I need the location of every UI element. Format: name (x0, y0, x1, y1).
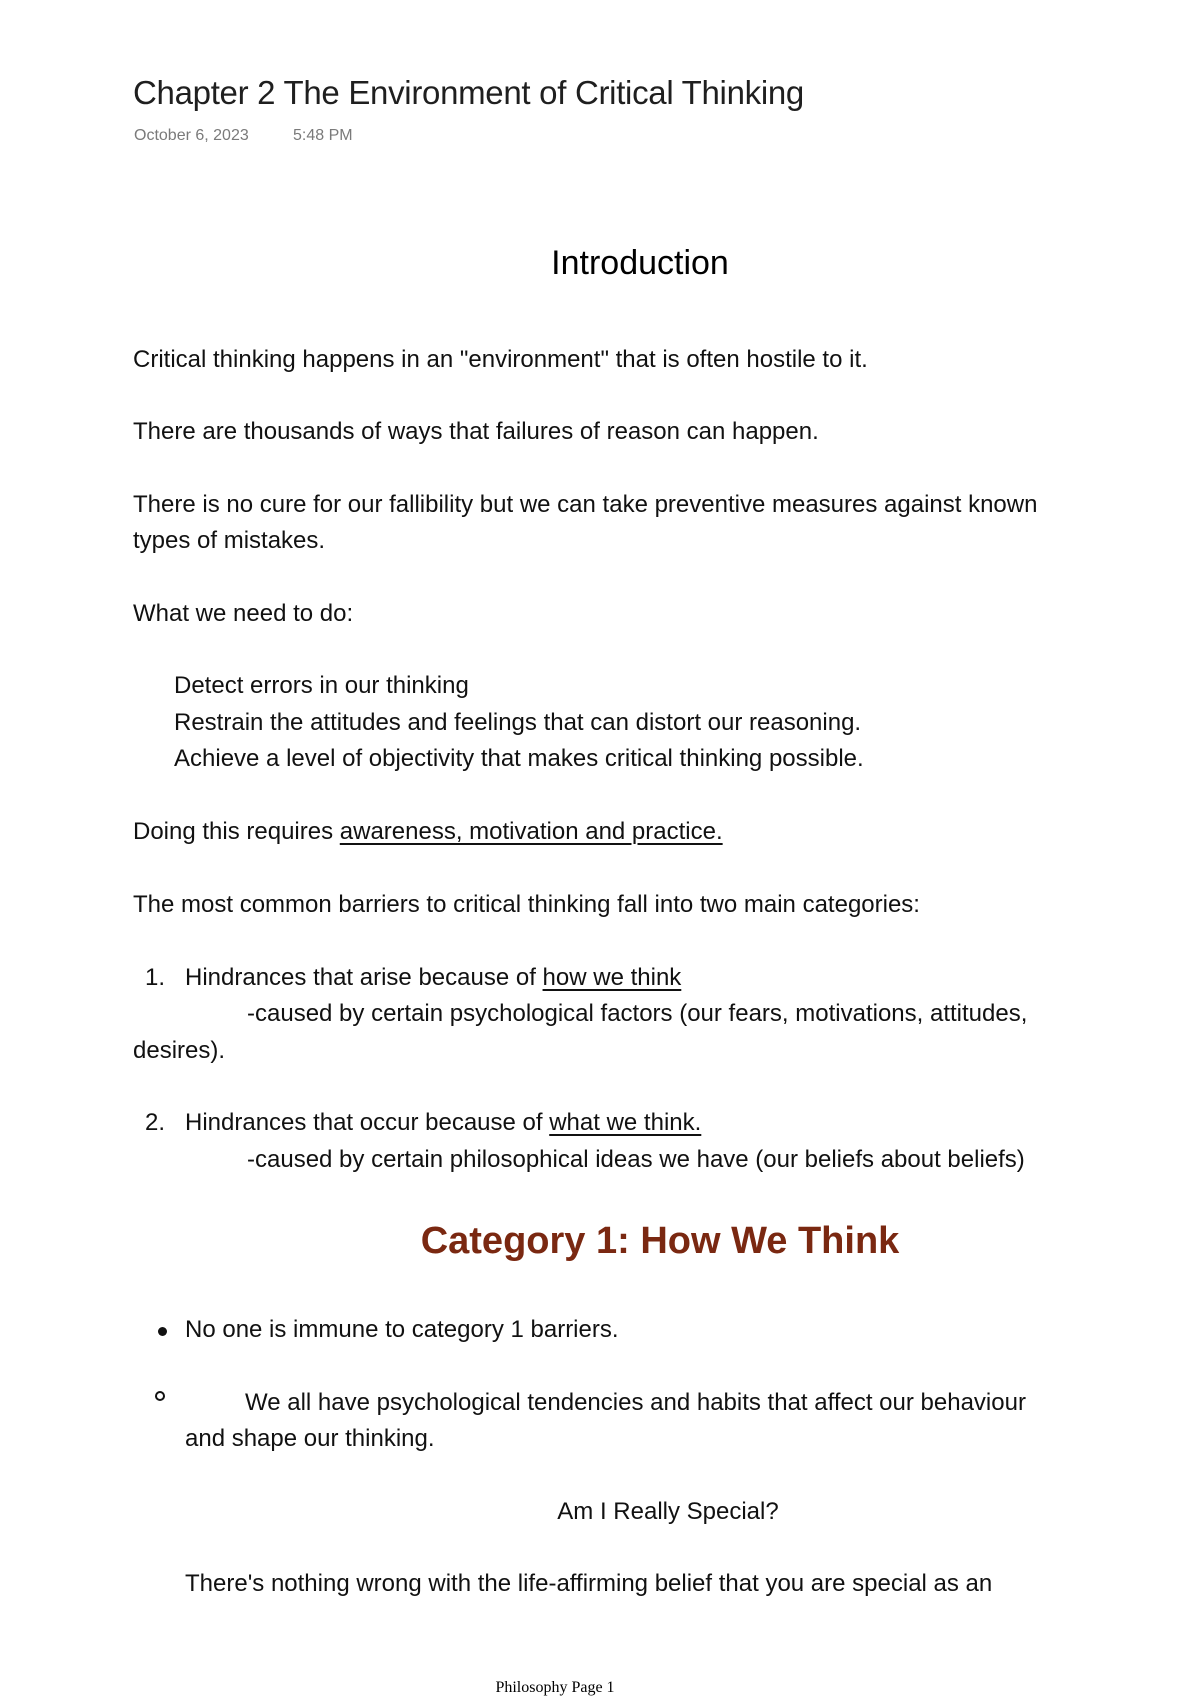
list-item-what-we-think (185, 1109, 701, 1137)
list-item-prefix: Hindrances that occur because of (185, 1109, 550, 1136)
list-number: 1. (145, 964, 166, 991)
intro-heading: Introduction (551, 244, 729, 282)
list-item-detail: -caused by certain philosophical ideas we have (our beliefs about beliefs) (247, 1146, 1025, 1173)
bullet-item: No one is immune to category 1 barriers. (185, 1316, 619, 1343)
list-number: 2. (145, 1109, 166, 1136)
requirements-prefix: Doing this requires (133, 818, 340, 845)
page-date: October 6, 2023 (134, 127, 249, 144)
paragraph-environment: Critical thinking happens in an "environment" that is often hostile to it. (133, 346, 868, 373)
bullet-item: and shape our thinking. (185, 1425, 435, 1452)
paragraph-fallibility-line2: types of mistakes. (133, 527, 326, 554)
todo-item: Restrain the attitudes and feelings that can distort our reasoning. (174, 709, 862, 736)
todo-item: Achieve a level of objectivity that makes critical thinking possible. (174, 745, 864, 772)
paragraph-barriers: The most common barriers to critical thinking fall into two main categories: (133, 891, 920, 918)
page-title: Chapter 2 The Environment of Critical Thinking (133, 74, 804, 111)
category-heading: Category 1: How We Think (420, 1220, 900, 1262)
paragraph-requirements (133, 818, 723, 846)
paragraph-special: There's nothing wrong with the life-affirming belief that you are special as an (185, 1570, 993, 1597)
bullet-item: We all have psychological tendencies and habits that affect our behaviour (245, 1389, 1026, 1416)
list-item-detail: -caused by certain psychological factors (our fears, motivations, attitudes, (247, 1000, 1028, 1027)
list-item-underlined: what we think. (549, 1109, 702, 1136)
list-item-detail: desires). (133, 1037, 226, 1064)
paragraph-failures: There are thousands of ways that failures of reason can happen. (133, 418, 819, 445)
page-footer: Philosophy Page 1 (495, 1679, 615, 1696)
list-item-underlined: how we think (542, 964, 682, 991)
list-item-prefix: Hindrances that arise because of (185, 964, 543, 991)
requirements-underlined: awareness, motivation and practice. (339, 818, 723, 845)
paragraph-fallibility-line1: There is no cure for our fallibility but we can take preventive measures against known (133, 491, 1038, 518)
page-time: 5:48 PM (293, 127, 353, 144)
paragraph-what-we-need: What we need to do: (133, 600, 354, 627)
bullet-dot-icon (158, 1327, 167, 1336)
todo-item: Detect errors in our thinking (174, 672, 469, 699)
list-item-how-we-think (185, 964, 681, 992)
bullet-circle-icon (155, 1391, 165, 1401)
subheading: Am I Really Special? (557, 1498, 779, 1525)
